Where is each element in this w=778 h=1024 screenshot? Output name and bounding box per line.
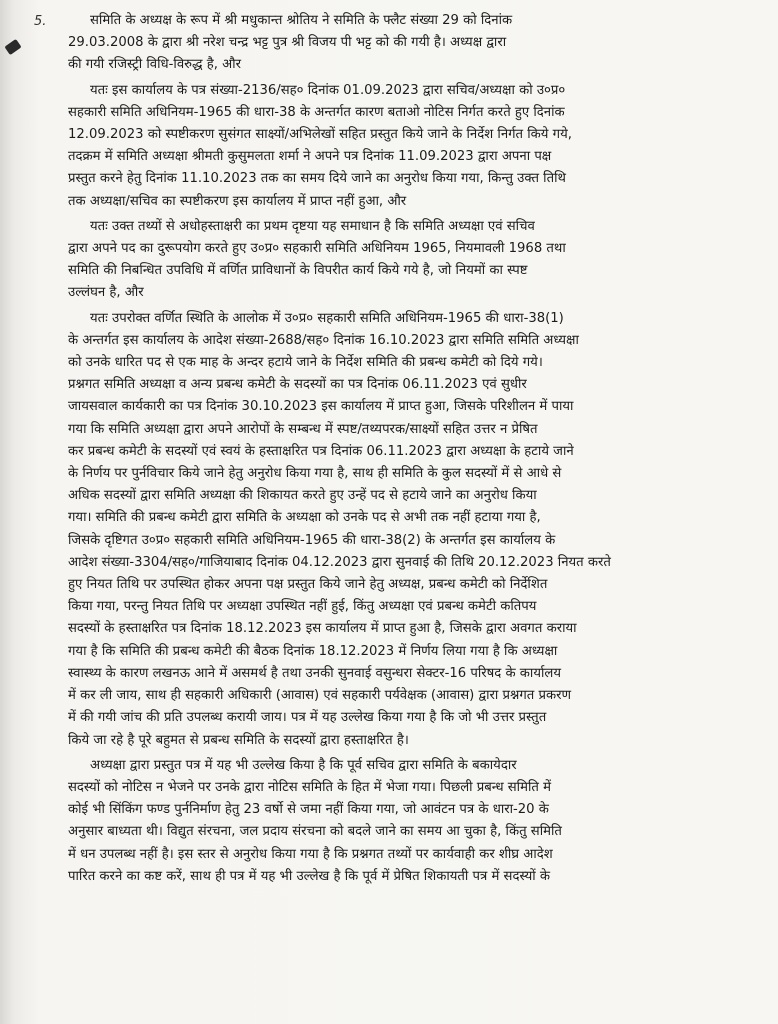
text-line: यतः उक्त तथ्यों से अधोहस्ताक्षरी का प्रथम दृष्टया यह समाधान है कि समिति अध्यक्षा एवं सचिव [90,218,535,234]
text-line: अनुसार बाध्यता थी। विद्युत संरचना, जल प्रदाय संरचना को बदले जाने का समय आ चुका है, किंतु समिति [68,824,562,840]
text-line: जिसके दृष्टिगत उ०प्र० सहकारी समिति अधिनियम-1965 की धारा-38(2) के अन्तर्गत इस कार्यालय के [68,532,556,548]
text-line: अध्यक्षा द्वारा प्रस्तुत पत्र में यह भी उल्लेख किया है कि पूर्व सचिव द्वारा समिति के बकायेदार [90,757,517,773]
text-line: को उनके धारित पद से एक माह के अन्दर हटाये जाने के निर्देश समिति की प्रबन्ध कमेटी को दिये गये। [68,355,543,371]
text-line: यतः इस कार्यालय के पत्र संख्या-2136/सह० दिनांक 01.09.2023 द्वारा सचिव/अध्यक्षा को उ०प्र० [90,82,566,98]
binder-clip-icon [2,34,18,64]
text-line: उल्लंघन है, और [68,285,144,301]
text-line: आदेश संख्या-3304/सह०/गाजियाबाद दिनांक 04.12.2023 द्वारा सुनवाई की तिथि 20.12.2023 नियत करते [68,554,611,570]
text-line: जायसवाल कार्यकारी का पत्र दिनांक 30.10.2023 इस कार्यालय में प्राप्त हुआ, जिसके परिशीलन में पाया [68,399,574,415]
text-line: सदस्यों के हस्ताक्षरित पत्र दिनांक 18.12.2023 इस कार्यालय में प्राप्त हुआ है, जिसके द्वारा अवगत कराया [68,621,577,637]
text-line: में धन उपलब्ध नहीं है। इस स्तर से अनुरोध किया गया है कि प्रश्नगत तथ्यों पर कार्यवाही कर शीघ्र आदेश [68,846,553,862]
text-line: समिति की निबन्धित उपविधि में वर्णित प्राविधानों के विपरीत कार्य किये गये है, जो नियमों का स्पष्ट [68,263,528,279]
text-line: कर प्रबन्ध कमेटी के सदस्यों एवं स्वयं के हस्ताक्षरित पत्र दिनांक 06.11.2023 द्वारा अध्यक्षा के हटाये जाने [68,443,574,459]
text-line: प्रश्नगत समिति अध्यक्षा व अन्य प्रबन्ध कमेटी के सदस्यों का पत्र दिनांक 06.11.2023 एवं सुधीर [68,377,527,393]
text-line: की गयी रजिस्ट्री विधि-विरुद्ध है, और [68,57,242,73]
text-line: प्रस्तुत करने हेतु दिनांक 11.10.2023 तक का समय दिये जाने का अनुरोध किया गया, किन्तु उक्त तिथि [68,171,566,187]
paragraph-number: 5. [34,14,47,29]
text-line: में कर ली जाय, साथ ही सहकारी अधिकारी (आवास) एवं सहकारी पर्यवेक्षक (आवास) द्वारा प्रश्नगत प्रकरण [68,688,572,704]
paragraph [68,308,762,752]
text-line: किये जा रहे है पूरे बहुमत से प्रबन्ध समिति के सदस्यों द्वारा हस्ताक्षरित है। [68,732,409,748]
text-line: हुए नियत तिथि पर उपस्थित होकर अपना पक्ष प्रस्तुत किये जाने हेतु अध्यक्ष, प्रबन्ध कमेटी को निर्देशित [68,577,548,593]
text-line: कोई भी सिंकिंग फण्ड पुर्ननिर्माण हेतु 23 वर्षो से जमा नहीं किया गया, जो आवंटन पत्र के धारा-20 के [68,802,549,818]
text-line: किया गया, परन्तु नियत तिथि पर अध्यक्षा उपस्थित नहीं हुई, किंतु अध्यक्षा एवं प्रबन्ध कमेटी कतिपय [68,599,537,615]
text-line: सदस्यों को नोटिस न भेजने पर उनके द्वारा नोटिस समिति के हित में भेजा गया। पिछली प्रबन्ध समिति में [68,779,551,795]
text-line: गया कि समिति अध्यक्षा द्वारा अपने आरोपों के सम्बन्ध में स्पष्ट/तथ्यपरक/साक्ष्यों सहित उत्तर न प्रेषित [68,421,538,437]
text-line: के निर्णय पर पुर्नविचार किये जाने हेतु अनुरोध किया गया है, साथ ही समिति के कुल सदस्यों में से आधे से [68,466,562,482]
text-line: के अन्तर्गत इस कार्यालय के आदेश संख्या-2688/सह० दिनांक 16.10.2023 द्वारा समिति समिति अध्यक्षा [68,332,579,348]
paragraph [68,216,762,305]
paragraph [68,10,762,77]
paragraph [68,80,762,213]
text-line: सहकारी समिति अधिनियम-1965 की धारा-38 के अन्तर्गत कारण बताओ नोटिस निर्गत करते हुए दिनांक [68,104,565,120]
text-line: गया है कि समिति की प्रबन्ध कमेटी की बैठक दिनांक 18.12.2023 में निर्णय लिया गया है कि अध्यक्षा [68,643,558,659]
text-line: 12.09.2023 को स्पष्टीकरण सुसंगत साक्ष्यों/अभिलेखों सहित प्रस्तुत किये जाने के निर्देश निर्गत किये गये, [68,127,572,143]
text-line: स्वास्थ्य के कारण लखनऊ आने में असमर्थ है तथा उनकी सुनवाई वसुन्धरा सेक्टर-16 परिषद के कार्यालय [68,665,562,681]
text-line: द्वारा अपने पद का दुरूपयोग करते हुए उ०प्र० सहकारी समिति अधिनियम 1965, नियमावली 1968 तथा [68,241,566,257]
text-line: अधिक सदस्यों द्वारा समिति अध्यक्षा की शिकायत करते हुए उन्हें पद से हटाये जाने का अनुरोध किया [68,488,537,504]
text-line: में की गयी जांच की प्रति उपलब्ध करायी जाय। पत्र में यह उल्लेख किया गया है कि जो भी उत्तर प्रस्तुत [68,710,547,726]
text-line: गया। समिति की प्रबन्ध कमेटी द्वारा समिति के अध्यक्षा को उनके पद से अभी तक नहीं हटाया गया है, [68,510,541,526]
document-body [68,10,762,891]
text-line: तदक्रम में समिति अध्यक्षा श्रीमती कुसुमलता शर्मा ने अपने पत्र दिनांक 11.09.2023 द्वारा अपना पक्ष [68,149,552,165]
text-line: 29.03.2008 के द्वारा श्री नरेश चन्द्र भट्ट पुत्र श्री विजय पी भट्ट को की गयी है। अध्यक्ष द्वारा [68,35,507,51]
text-line: तक अध्यक्षा/सचिव का स्पष्टीकरण इस कार्यालय में प्राप्त नहीं हुआ, और [68,193,407,209]
text-line: पारित करने का कष्ट करें, साथ ही पत्र में यह भी उल्लेख है कि पूर्व में प्रेषित शिकायती पत्र में सदस्यों के [68,868,550,884]
text-line: समिति के अध्यक्ष के रूप में श्री मधुकान्त श्रोतिय ने समिति के फ्लैट संख्या 29 को दिनांक [90,13,513,28]
paragraph [68,755,762,888]
text-line: यतः उपरोक्त वर्णित स्थिति के आलोक में उ०प्र० सहकारी समिति अधिनियम-1965 की धारा-38(1) [90,310,564,326]
